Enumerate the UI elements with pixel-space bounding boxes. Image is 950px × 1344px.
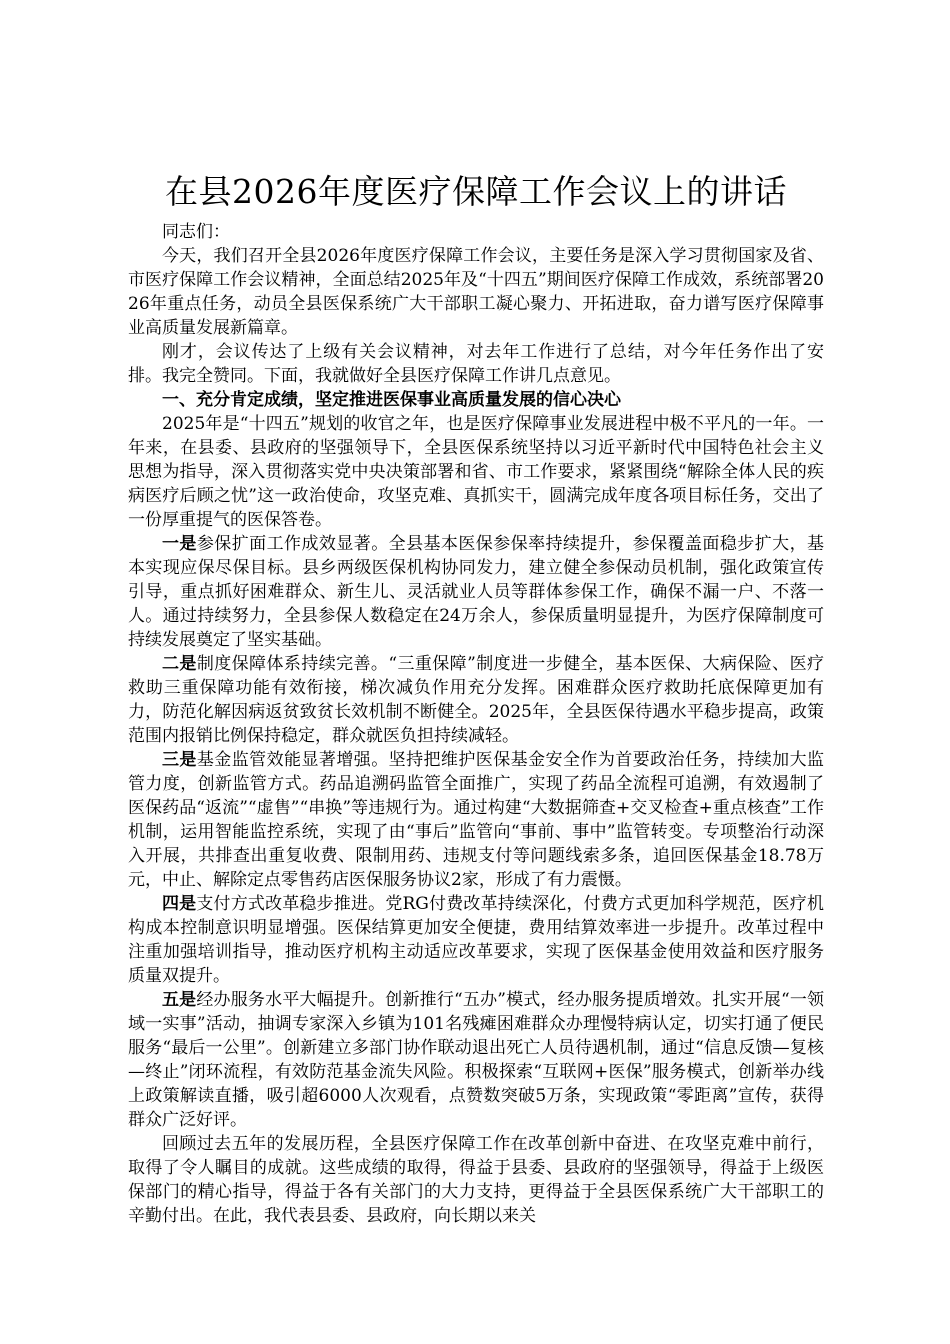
point-lead: 二是 [162,654,197,674]
section-heading-1: 一、充分肯定成绩，坚定推进医保事业高质量发展的信心决心 [162,390,621,410]
salutation: 同志们： [162,222,230,242]
point-text: 支付方式改革稳步推进。党RG付费改革持续深化，付费方式更加科学规范，医疗机构成本控制意识明显增强。医保结算更加安全便捷，费用结算效率进一步提升。改革过程中注重加强培训指导，推动医疗机构主动适应改革要求，实现了医保基金使用效益和医疗服务质量双提升。 [128,894,824,986]
point-lead: 一是 [162,534,197,554]
section-1-overview: 2025年是“十四五”规划的收官之年，也是医疗保障事业发展进程中极不平凡的一年。一年来，在县委、县政府的坚强领导下，全县医保系统坚持以习近平新时代中国特色社会主义思想为指导，深入贯彻落实党中央决策部署和省、市工作要求，紧紧围绕“解除全体人民的疾病医疗后顾之忧”这一政治使命，攻坚克难、真抓实干，圆满完成年度各项目标任务，交出了一份厚重提气的医保答卷。 [128,414,824,530]
point-lead: 三是 [162,750,197,770]
point-paragraph-2 [128,652,824,748]
review-paragraph: 回顾过去五年的发展历程，全县医疗保障工作在改革创新中奋进、在攻坚克难中前行，取得了令人瞩目的成就。这些成绩的取得，得益于县委、县政府的坚强领导，得益于上级医保部门的精心指导，得益于各有关部门的大力支持，更得益于全县医保系统广大干部职工的辛勤付出。在此，我代表县委、县政府，向长期以来关 [128,1134,824,1226]
intro-paragraph-1: 今天，我们召开全县2026年度医疗保障工作会议，主要任务是深入学习贯彻国家及省、市医疗保障工作会议精神，全面总结2025年及“十四五”期间医疗保障工作成效，系统部署2026年重点任务，动员全县医保系统广大干部职工凝心聚力、开拓进取，奋力谱写医疗保障事业高质量发展新篇章。 [128,246,824,338]
point-text: 经办服务水平大幅提升。创新推行“五办”模式，经办服务提质增效。扎实开展“一领域一实事”活动，抽调专家深入乡镇为101名残瘫困难群众办理慢特病认定，切实打通了便民服务“最后一公里”。创新建立多部门协作联动退出死亡人员待遇机制，通过“信息反馈—复核—终止”闭环流程，有效防范基金流失风险。积极探索“互联网+医保”服务模式，创新举办线上政策解读直播，吸引超6000人次观看，点赞数突破5万条，实现政策“零距离”宣传，获得群众广泛好评。 [128,990,824,1130]
point-paragraph-4 [128,892,824,988]
point-paragraph-5 [128,988,824,1132]
point-text: 制度保障体系持续完善。“三重保障”制度进一步健全，基本医保、大病保险、医疗救助三重保障功能有效衔接，梯次减负作用充分发挥。困难群众医疗救助托底保障更加有力，防范化解因病返贫致贫长效机制不断健全。2025年，全县医保待遇水平稳步提高，政策范围内报销比例保持稳定，群众就医负担持续减轻。 [128,654,824,746]
point-lead: 四是 [162,894,197,914]
document-page [128,170,824,1228]
point-paragraph-1 [128,532,824,652]
point-text: 参保扩面工作成效显著。全县基本医保参保率持续提升，参保覆盖面稳步扩大，基本实现应保尽保目标。县乡两级医保机构协同发力，建立健全参保动员机制，强化政策宣传引导，重点抓好困难群众、新生儿、灵活就业人员等群体参保工作，确保不漏一户、不落一人。通过持续努力，全县参保人数稳定在24万余人，参保质量明显提升，为医疗保障制度可持续发展奠定了坚实基础。 [128,534,825,650]
intro-paragraph-2: 刚才，会议传达了上级有关会议精神，对去年工作进行了总结，对今年任务作出了安排。我完全赞同。下面，我就做好全县医疗保障工作讲几点意见。 [128,342,824,386]
point-lead: 五是 [162,990,197,1010]
document-title: 在县2026年度医疗保障工作会议上的讲话 [165,172,787,211]
point-text: 基金监管效能显著增强。坚持把维护医保基金安全作为首要政治任务，持续加大监管力度，创新监管方式。药品追溯码监管全面推广，实现了药品全流程可追溯，有效遏制了医保药品“返流”“虚售”“串换”等违规行为。通过构建“大数据筛查+交叉检查+重点核查”工作机制，运用智能监控系统，实现了由“事后”监管向“事前、事中”监管转变。专项整治行动深入开展，共排查出重复收费、限制用药、违规支付等问题线索多条，追回医保基金18.78万元，中止、解除定点零售药店医保服务协议2家，形成了有力震慑。 [128,750,825,890]
point-paragraph-3 [128,748,824,892]
